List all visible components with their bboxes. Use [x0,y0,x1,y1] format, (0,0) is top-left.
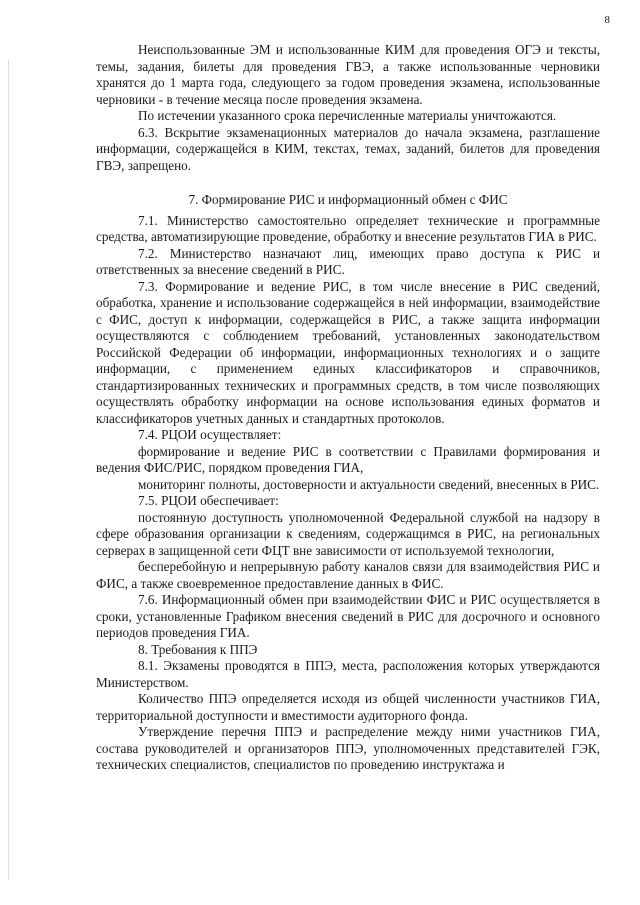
scan-edge-marks [8,60,11,880]
paragraph-7-3: 7.3. Формирование и ведение РИС, в том числе внесение в РИС сведений, обработка, хранение и использование содержащейся в ней информации, взаимодействие с ФИС, доступ к информации, содержащейся в РИС, а также защита информации осуществляются с соблюдением требований, установленных законодательством Российской Федерации об информации, информационных технологиях и о защите информации, с применением единых классификаторов и справочников, стандартизированных технических и программных средств, в том числе позволяющих осуществлять обработку информации на основе использования единых форматов и классификаторов учетных данных и стандартных протоколов. [96,278,600,426]
paragraph-7-2: 7.2. Министерство назначают лиц, имеющих право доступа к РИС и ответственных за внесение сведений в РИС. [96,245,600,277]
paragraph-7-6: 7.6. Информационный обмен при взаимодействии ФИС и РИС осуществляется в сроки, установленные Графиком внесения сведений в РИС для досрочного и основного периодов проведения ГИА. [96,592,600,640]
page-number: 8 [604,14,610,26]
section-heading-7: 7. Формирование РИС и информационный обмен с ФИС [188,192,508,207]
paragraph-6-3: 6.3. Вскрытие экзаменационных материалов до начала экзамена, разглашение информации, содержащейся в КИМ, текстах, темах, заданий, билетов для проведения ГВЭ, запрещено. [96,124,600,173]
paragraph-7-5-b: бесперебойную и непрерывную работу каналов связи для взаимодействия РИС и ФИС, а также своевременное предоставление данных в ФИС. [96,559,600,591]
paragraph-7-5: 7.5. РЦОИ обеспечивает: [138,493,279,508]
paragraph-7-4-a: формирование и ведение РИС в соответствии с Правилами формирования и ведения ФИС/РИС, порядком проведения ГИА, [96,443,600,475]
paragraph-7-1: 7.1. Министерство самостоятельно определяет технические и программные средства, автоматизирующие проведение, обработку и внесение результатов ГИА в РИС. [96,212,600,244]
paragraph-8-1-b: Утверждение перечня ППЭ и распределение между ними участников ГИА, состава руководителей и организаторов ППЭ, уполномоченных представителей ГЭК, технических специалистов, специалистов по проведению инструктажа и [96,724,600,772]
paragraph-materials-storage: Неиспользованные ЭМ и использованные КИМ для проведения ОГЭ и тексты, темы, задания, билеты для проведения ГВЭ, а также использованные черновики хранятся до 1 марта года, следующего за годом проведения экзамена, использованные черновики - в течение месяца после проведения экзамена. [96,42,600,107]
document-body [96,42,600,774]
paragraph-8-heading: 8. Требования к ППЭ [138,641,258,657]
paragraph-8-1: 8.1. Экзамены проводятся в ППЭ, места, расположения которых утверждаются Министерством. [96,658,600,690]
paragraph-7-4-b: мониторинг полноты, достоверности и актуальности сведений, внесенных в РИС. [138,476,600,492]
paragraph-7-4: 7.4. РЦОИ осуществляет: [138,427,282,442]
paragraph-8-1-a: Количество ППЭ определяется исходя из общей численности участников ГИА, территориальной доступности и вместимости аудиторного фонда. [96,691,600,723]
paragraph-materials-destruction: По истечении указанного срока перечисленные материалы уничтожаются. [138,108,557,123]
paragraph-7-5-a: постоянную доступность уполномоченной Федеральной службой на надзору в сфере образования организации к сведениям, содержащимся в РИС, на региональных серверах в защищенной сети ФЦТ вне зависимости от используемой технологии, [96,509,600,558]
